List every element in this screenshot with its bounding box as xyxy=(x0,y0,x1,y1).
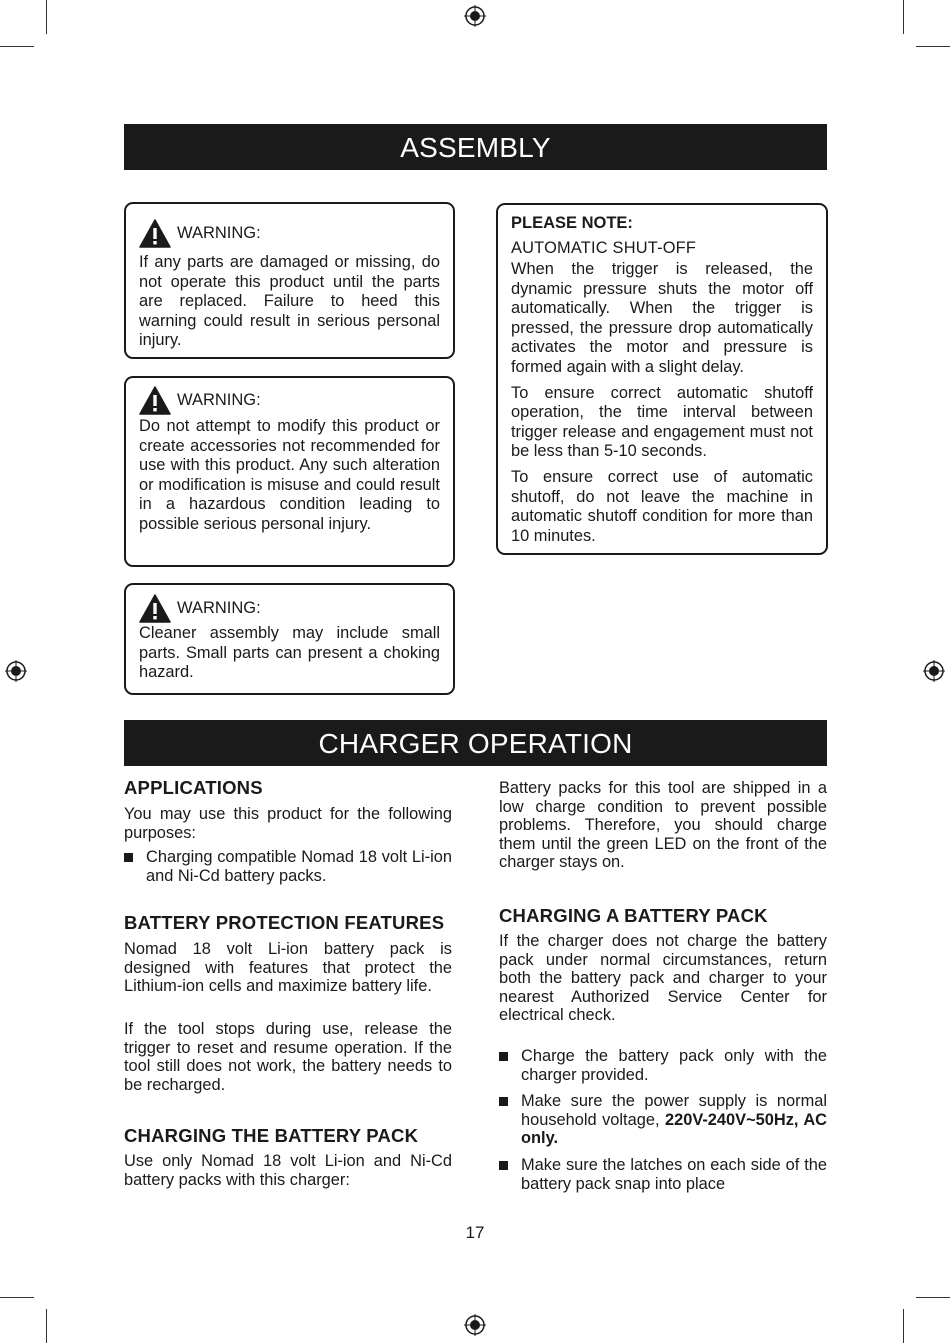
applications-heading: APPLICATIONS xyxy=(124,777,263,798)
crop-mark xyxy=(0,46,34,47)
crop-mark xyxy=(46,0,47,34)
page-number: 17 xyxy=(465,1223,485,1242)
warning-box xyxy=(124,376,455,567)
bullet-text: Make sure the latches on each side of the battery pack snap into place xyxy=(521,1156,827,1193)
note-paragraph: When the trigger is released, the dynamic pressure shuts the motor off automatically. When the trigger is pressed, the pressure drop automatically activates the motor and pressure is formed again with a slight delay. xyxy=(511,260,813,376)
warning-label: WARNING: xyxy=(177,598,261,617)
warning-triangle-icon xyxy=(139,594,171,623)
note-subtitle: AUTOMATIC SHUT-OFF xyxy=(511,239,697,257)
warning-text: If any parts are damaged or missing, do not operate this product until the parts are replaced. Failure to heed this warning could result in serious personal injury. xyxy=(139,253,440,350)
charging-a-bullet xyxy=(499,1156,827,1196)
voltage-bold: 220V-240V~50Hz, AC only. xyxy=(521,1110,827,1147)
note-paragraph: To ensure correct automatic shutoff operation, the time interval between trigger release and engagement must not be less than 5-10 seconds. xyxy=(511,383,813,461)
warning-triangle-icon xyxy=(139,219,171,248)
charger-operation-title: CHARGER OPERATION xyxy=(124,720,827,766)
crop-mark xyxy=(903,0,904,34)
warning-label: WARNING: xyxy=(177,390,261,409)
warning-box xyxy=(124,202,455,359)
bullet-square-icon xyxy=(499,1052,508,1061)
note-title: PLEASE NOTE: xyxy=(511,214,633,232)
charging-the-heading: CHARGING THE BATTERY PACK xyxy=(124,1125,419,1146)
bullet-text: Charge the battery pack only with the charger provided. xyxy=(521,1047,827,1084)
bullet-text: Charging compatible Nomad 18 volt Li-ion and Ni-Cd battery packs. xyxy=(146,848,452,885)
charging-a-paragraph: If the charger does not charge the battery pack under normal circumstances, return both the battery pack and charger to your nearest Authorized Service Center for electrical check. xyxy=(499,932,827,1024)
bullet-square-icon xyxy=(124,853,133,862)
bullet-text: Make sure the power supply is normal household voltage, xyxy=(521,1092,827,1129)
charging-a-bullet xyxy=(499,1047,827,1087)
protection-paragraph: If the tool stops during use, release the trigger to reset and resume operation. If the tool still does not work, the battery needs to be recharged. xyxy=(124,1020,452,1094)
note-box xyxy=(496,203,828,555)
registration-mark-icon xyxy=(464,1314,486,1336)
crop-mark xyxy=(903,1309,904,1343)
bullet-text-wrap xyxy=(521,1092,827,1148)
crop-mark xyxy=(46,1309,47,1343)
shipped-paragraph: Battery packs for this tool are shipped in a low charge condition to prevent possible problems. Therefore, you should charge them until the green LED on the front of the charger stays on. xyxy=(499,779,827,871)
crop-mark xyxy=(916,1297,950,1298)
warning-box xyxy=(124,583,455,695)
applications-intro: You may use this product for the following purposes: xyxy=(124,805,452,842)
bullet-square-icon xyxy=(499,1097,508,1106)
bullet-square-icon xyxy=(499,1161,508,1170)
warning-text: Do not attempt to modify this product or create accessories not recommended for use with this product. Any such alteration or modification is misuse and could result in a hazardous condition leading to possible serious personal injury. xyxy=(139,417,440,533)
charging-a-bullet xyxy=(499,1092,827,1150)
protection-heading: BATTERY PROTECTION FEATURES xyxy=(124,912,445,933)
warning-label: WARNING: xyxy=(177,223,261,242)
warning-triangle-icon xyxy=(139,386,171,415)
crop-mark xyxy=(916,46,950,47)
registration-mark-icon xyxy=(464,5,486,27)
assembly-title: ASSEMBLY xyxy=(124,124,827,170)
note-paragraph: To ensure correct use of automatic shutoff, do not leave the machine in automatic shutoff condition for more than 10 minutes. xyxy=(511,467,813,545)
crop-mark xyxy=(0,1297,34,1298)
applications-bullet xyxy=(124,848,452,888)
protection-paragraph: Nomad 18 volt Li-ion battery pack is designed with features that protect the Lithium-ion cells and maximize battery life. xyxy=(124,940,452,995)
charging-a-heading: CHARGING A BATTERY PACK xyxy=(499,905,768,926)
charging-the-paragraph: Use only Nomad 18 volt Li-ion and Ni-Cd battery packs with this charger: xyxy=(124,1152,452,1189)
warning-text: Cleaner assembly may include small parts. Small parts can present a choking hazard. xyxy=(139,624,440,682)
registration-mark-icon xyxy=(923,660,945,682)
registration-mark-icon xyxy=(5,660,27,682)
